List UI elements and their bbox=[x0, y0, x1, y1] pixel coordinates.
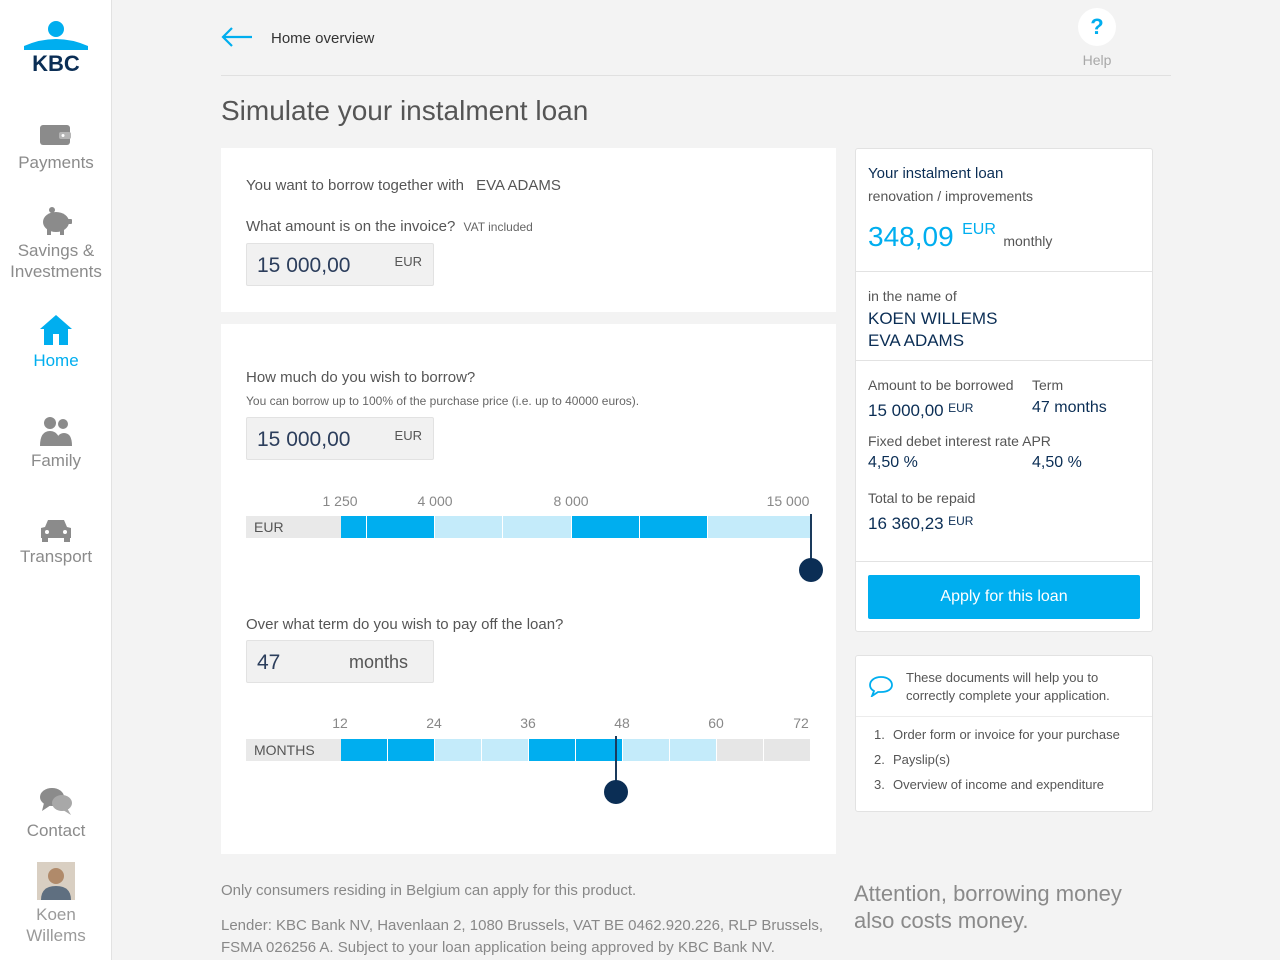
amount-slider-segment bbox=[708, 516, 811, 538]
amount-tick: 15 000 bbox=[766, 493, 810, 509]
sidebar-item-label: Savings & Investments bbox=[10, 241, 102, 281]
sidebar-item-label: Transport bbox=[19, 547, 93, 566]
total-currency: EUR bbox=[948, 514, 974, 528]
monthly-label: monthly bbox=[1003, 233, 1053, 249]
kbc-logo[interactable] bbox=[22, 20, 90, 74]
page-title: Simulate your instalment loan bbox=[221, 95, 589, 126]
document-item-number: 2. bbox=[874, 752, 885, 767]
term-slider-segment bbox=[341, 739, 387, 761]
term-slider[interactable] bbox=[246, 739, 810, 761]
borrow-amount-unit: EUR bbox=[394, 428, 422, 443]
attention-warning: Attention, borrowing money also costs money. bbox=[854, 881, 1122, 933]
together-label: You want to borrow together with bbox=[246, 177, 464, 194]
document-item bbox=[874, 777, 1104, 792]
term-slider-handle[interactable] bbox=[604, 780, 628, 804]
amount-tick: 8 000 bbox=[553, 493, 589, 509]
back-arrow-icon[interactable] bbox=[221, 26, 253, 48]
term-tick: 60 bbox=[708, 715, 724, 731]
sidebar-item-label: Family bbox=[30, 451, 82, 470]
residency-note: Only consumers residing in Belgium can apply for this product. bbox=[221, 882, 637, 899]
term-input[interactable] bbox=[246, 640, 434, 683]
amount-slider-segment bbox=[503, 516, 571, 538]
family-icon bbox=[38, 416, 74, 446]
term-slider-segment bbox=[388, 739, 434, 761]
sidebar-item-payments[interactable] bbox=[0, 122, 112, 173]
chat-bubbles-icon bbox=[39, 786, 73, 816]
sidebar-item-label: Contact bbox=[26, 821, 86, 840]
summary-title: Your instalment loan bbox=[868, 165, 1004, 182]
borrower-name: EVA ADAMS bbox=[868, 331, 965, 350]
lender-line-1: Lender: KBC Bank NV, Havenlaan 2, 1080 Brussels, VAT BE 0462.920.226, RLP Brussels, bbox=[221, 917, 824, 934]
invoice-amount-unit: EUR bbox=[394, 254, 422, 269]
amount-tick: 1 250 bbox=[322, 493, 358, 509]
term-slider-handle-line bbox=[615, 736, 617, 782]
documents-intro: These documents will help you to correctly complete your application. bbox=[906, 670, 1110, 703]
kbc-logo-text: KBC bbox=[32, 51, 80, 74]
user-first-name: Koen bbox=[36, 905, 76, 924]
amount-slider-segment bbox=[640, 516, 707, 538]
sidebar-item-label: Payments bbox=[18, 153, 94, 172]
borrower-name: KOEN WILLEMS bbox=[868, 309, 998, 328]
amount-hint: You can borrow up to 100% of the purchase price (i.e. up to 40000 euros). bbox=[246, 394, 640, 408]
user-last-name: Willems bbox=[26, 926, 86, 945]
document-item-text: Payslip(s) bbox=[893, 752, 951, 767]
term-question: Over what term do you wish to pay off the loan? bbox=[246, 616, 564, 633]
document-item bbox=[874, 752, 950, 767]
rate-label: Fixed debet interest rate bbox=[868, 433, 1019, 449]
summary-monthly-section bbox=[856, 149, 1152, 272]
document-item-text: Overview of income and expenditure bbox=[893, 777, 1105, 792]
house-icon bbox=[39, 314, 73, 346]
user-profile[interactable] bbox=[0, 862, 112, 946]
borrow-amount-value: 15 000,00 bbox=[257, 428, 351, 451]
amount-slider-handle[interactable] bbox=[799, 558, 823, 582]
documents-card bbox=[855, 655, 1153, 812]
total-value: 16 360,23 bbox=[868, 514, 944, 533]
rate-value: 4,50 % bbox=[868, 454, 918, 471]
term-slider-segment bbox=[670, 739, 716, 761]
term-slider-segment bbox=[764, 739, 810, 761]
car-icon bbox=[39, 518, 73, 542]
amount-slider-segment bbox=[572, 516, 639, 538]
monthly-currency: EUR bbox=[962, 221, 996, 238]
apply-button[interactable]: Apply for this loan bbox=[868, 575, 1140, 619]
apr-value: 4,50 % bbox=[1032, 454, 1082, 471]
term-slider-segment bbox=[529, 739, 575, 761]
amount-currency: EUR bbox=[948, 401, 974, 415]
amount-slider-label: EUR bbox=[246, 516, 341, 538]
invoice-label: What amount is on the invoice? bbox=[246, 218, 456, 235]
sidebar-item-contact[interactable] bbox=[0, 786, 112, 841]
total-label: Total to be repaid bbox=[868, 490, 976, 506]
document-item-number: 1. bbox=[874, 727, 885, 742]
help-button[interactable] bbox=[1076, 8, 1118, 68]
summary-purpose: renovation / improvements bbox=[868, 188, 1033, 204]
sidebar-item-home[interactable] bbox=[0, 314, 112, 371]
term-slider-label: MONTHS bbox=[246, 739, 341, 761]
document-item-number: 3. bbox=[874, 777, 885, 792]
header bbox=[221, 0, 1171, 76]
term-unit: months bbox=[349, 652, 409, 672]
amount-slider[interactable] bbox=[246, 516, 811, 538]
sidebar-item-savings[interactable] bbox=[0, 206, 112, 282]
term-tick: 48 bbox=[614, 715, 630, 731]
borrow-amount-input[interactable] bbox=[246, 417, 434, 460]
amount-question: How much do you wish to borrow? bbox=[246, 369, 476, 386]
term-slider-segment bbox=[623, 739, 669, 761]
amount-card bbox=[221, 324, 836, 854]
documents-header bbox=[856, 656, 1152, 717]
invoice-amount-input[interactable] bbox=[246, 243, 434, 286]
invoice-amount-value: 15 000,00 bbox=[257, 254, 351, 277]
piggy-bank-icon bbox=[38, 206, 74, 236]
lender-line-2: FSMA 026256 A. Subject to your loan application being approved by KBC Bank NV. bbox=[221, 939, 775, 956]
term-value: 47 bbox=[257, 651, 281, 674]
invoice-note: VAT included bbox=[463, 220, 533, 234]
breadcrumb[interactable]: Home overview bbox=[271, 30, 375, 47]
summary-details-section bbox=[856, 361, 1152, 562]
amount-slider-segment bbox=[341, 516, 366, 538]
wallet-icon bbox=[39, 122, 73, 148]
amount-slider-handle-line bbox=[810, 514, 812, 560]
term-tick: 36 bbox=[520, 715, 536, 731]
term-tick: 12 bbox=[332, 715, 348, 731]
term-tick: 24 bbox=[426, 715, 442, 731]
term-slider-segment bbox=[717, 739, 763, 761]
amount-slider-segment bbox=[367, 516, 434, 538]
apr-label: APR bbox=[1022, 433, 1051, 449]
sidebar-item-family[interactable] bbox=[0, 416, 112, 471]
amount-slider-segment bbox=[435, 516, 502, 538]
term-slider-segment bbox=[482, 739, 528, 761]
help-label: Help bbox=[1082, 52, 1112, 68]
term-slider-segment bbox=[435, 739, 481, 761]
monthly-amount: 348,09 bbox=[868, 221, 954, 252]
term-tick: 72 bbox=[793, 715, 809, 731]
borrow-card bbox=[221, 148, 836, 312]
together-name: EVA ADAMS bbox=[476, 177, 561, 194]
document-item bbox=[874, 727, 1120, 742]
name-label: in the name of bbox=[868, 288, 957, 304]
document-item-text: Order form or invoice for your purchase bbox=[893, 727, 1120, 742]
loan-summary-card bbox=[855, 148, 1153, 632]
sidebar-item-transport[interactable] bbox=[0, 518, 112, 567]
amount-tick: 4 000 bbox=[417, 493, 453, 509]
amount-value: 15 000,00 bbox=[868, 401, 944, 420]
help-icon: ? bbox=[1078, 8, 1116, 46]
summary-names-section bbox=[856, 272, 1152, 361]
avatar bbox=[37, 862, 75, 900]
sidebar-item-label: Home bbox=[33, 351, 79, 370]
speech-bubble-icon bbox=[868, 675, 894, 697]
term-summary-value: 47 months bbox=[1032, 399, 1107, 416]
amount-label: Amount to be borrowed bbox=[868, 377, 1014, 393]
term-label: Term bbox=[1032, 377, 1064, 393]
sidebar bbox=[0, 0, 112, 960]
